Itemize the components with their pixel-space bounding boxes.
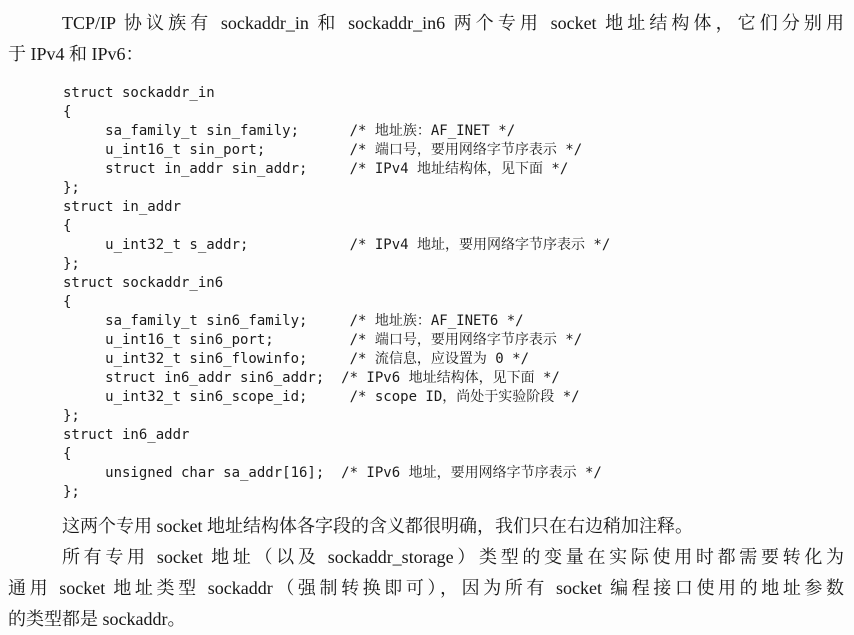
text-line: u_int16_t sin_port; /* 端口号，要用网络字节序表示 */ (63, 142, 583, 158)
text-line: struct sockaddr_in6 (63, 275, 224, 291)
text-line: }; (63, 484, 80, 500)
text-line: 通用 socket 地址类型 sockaddr（强制转换即可），因为所有 socket 编程接口使用的地址参数 (8, 578, 844, 598)
text-line: u_int32_t sin6_flowinfo; /* 流信息，应设置为 0 */ (63, 351, 530, 367)
text-line: struct sockaddr_in (63, 85, 215, 101)
paragraph-conversion (8, 542, 844, 635)
text-line: struct in_addr sin_addr; /* IPv4 地址结构体，见下面 */ (63, 161, 569, 177)
text-line: struct in6_addr sin6_addr; /* IPv6 地址结构体，见下面 */ (63, 370, 560, 386)
text-line: 的类型都是 sockaddr。 (8, 609, 186, 629)
text-line: { (63, 218, 72, 234)
text-line: sa_family_t sin_family; /* 地址族：AF_INET */ (63, 123, 516, 139)
text-line: }; (63, 256, 80, 272)
text-line: 所有专用 socket 地址（以及 sockaddr_storage）类型的变量在实际使用时都需要转化为 (62, 547, 844, 567)
text-line: }; (63, 408, 80, 424)
text-line: sa_family_t sin6_family; /* 地址族：AF_INET6 */ (63, 313, 524, 329)
text-line: u_int32_t sin6_scope_id; /* scope ID，尚处于实验阶段 */ (63, 389, 580, 405)
text-line: { (63, 104, 72, 120)
text-line: u_int16_t sin6_port; /* 端口号，要用网络字节序表示 */ (63, 332, 583, 348)
paragraph-note (8, 511, 844, 542)
text-line: TCP/IP 协议族有 sockaddr_in 和 sockaddr_in6 两个专用 socket 地址结构体，它们分别用 (62, 13, 844, 33)
text-line: { (63, 294, 72, 310)
text-line: struct in6_addr (63, 427, 190, 443)
paragraph-intro (8, 8, 844, 70)
text-line: u_int32_t s_addr; /* IPv4 地址，要用网络字节序表示 */ (63, 237, 611, 253)
text-line: { (63, 446, 72, 462)
code-block (63, 84, 844, 502)
text-line: unsigned char sa_addr[16]; /* IPv6 地址，要用网络字节序表示 */ (63, 465, 602, 481)
text-line: }; (63, 180, 80, 196)
text-line: 这两个专用 socket 地址结构体各字段的含义都很明确，我们只在右边稍加注释。 (62, 516, 693, 536)
text-line: 于 IPv4 和 IPv6： (8, 44, 144, 64)
text-line: struct in_addr (63, 199, 182, 215)
